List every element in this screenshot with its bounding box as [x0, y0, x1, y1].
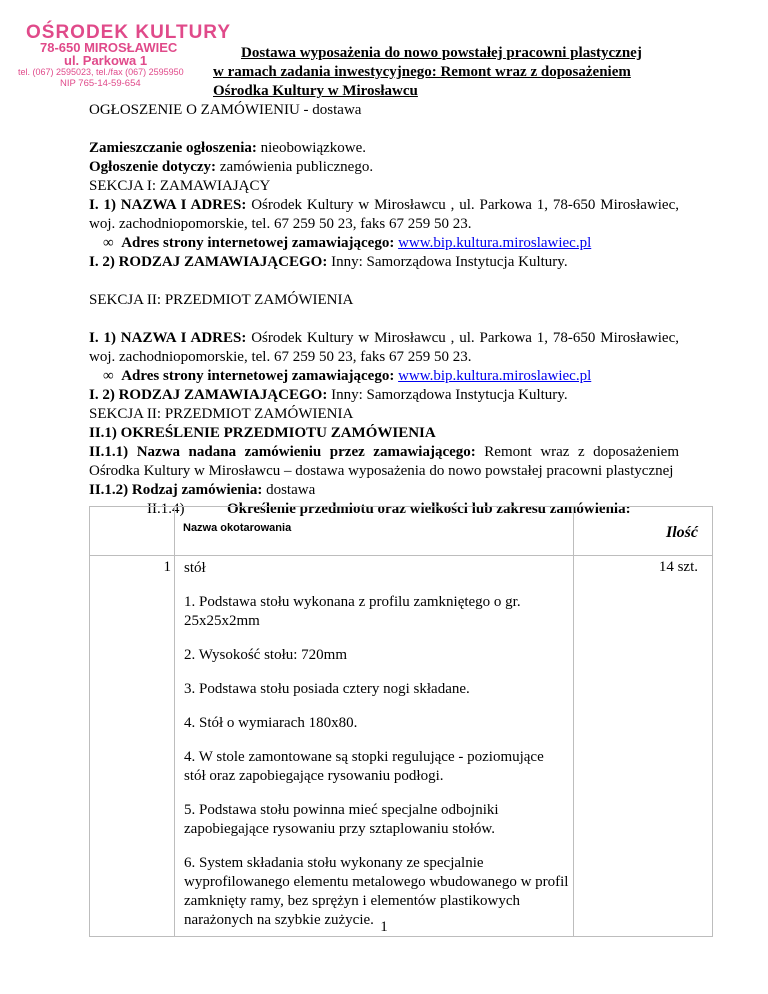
stamp-line-5: NIP 765-14-59-654	[60, 78, 141, 89]
infinity-bullet-icon: ∞	[103, 235, 114, 251]
contracting-authority-name-repeat: I. 1) NAZWA I ADRES: Ośrodek Kultury w Mirosławcu , ul. Parkowa 1, 78-650 Mirosławiec, woj. zachodniopomorskie, tel. 67 259 50 23, faks 67 259 50 23.	[89, 330, 679, 365]
placement-line: Zamieszczanie ogłoszenia: nieobowiązkowe.	[89, 140, 367, 156]
section-ii11: II.1.1) Nazwa nadana zamówieniu przez zamawiającego: Remont wraz z doposażeniem Ośrodka Kultury w Mirosławcu – dostawa wyposażenia do nowo powstałej pracowni plastycznej	[89, 444, 679, 479]
notice-heading: OGŁOSZENIE O ZAMÓWIENIU - dostawa	[89, 102, 362, 118]
spec-line: 3. Podstawa stołu posiada cztery nogi składane.	[184, 681, 470, 697]
items-table	[89, 506, 713, 937]
website-link[interactable]: www.bip.kultura.miroslawiec.pl	[398, 235, 592, 251]
stamp-line-4: tel. (067) 2595023, tel./fax (067) 2595950	[18, 67, 184, 77]
spec-line: 4. W stole zamontowane są stopki regulujące - poziomujące stół oraz zapobiegające rysowaniu podłogi.	[184, 749, 544, 784]
concerns-line: Ogłoszenie dotyczy: zamówienia publicznego.	[89, 159, 374, 175]
title-line-3: Ośrodka Kultury w Mirosławcu	[213, 83, 418, 99]
stamp-line-2: 78-650 MIROSŁAWIEC	[40, 40, 178, 55]
spec-line: 5. Podstawa stołu powinna mieć specjalne odbojniki zapobiegające rysowaniu przy sztaplowaniu stołów.	[184, 802, 499, 837]
spec-line: 6. System składania stołu wykonany ze specjalnie wyprofilowanego elementu metalowego wbudowanego w profil zamknięty ramy, bez sprężyn i elementów plastikowych narażonych na szybkie zużycie.	[184, 855, 569, 928]
section-2-heading: SEKCJA II: PRZEDMIOT ZAMÓWIENIA	[89, 292, 354, 308]
authority-type-line: I. 2) RODZAJ ZAMAWIAJĄCEGO: Inny: Samorządowa Instytucja Kultury.	[89, 254, 568, 270]
stamp-line-1: OŚRODEK KULTURY	[26, 22, 231, 43]
website-link-repeat[interactable]: www.bip.kultura.miroslawiec.pl	[398, 368, 592, 384]
stamp-line-3: ul. Parkowa 1	[64, 53, 148, 68]
item-name: stół	[184, 560, 206, 576]
document-body	[89, 101, 679, 519]
infinity-bullet-icon: ∞	[103, 368, 114, 384]
header-number-cell	[90, 507, 175, 556]
authority-type-line-repeat: I. 2) RODZAJ ZAMAWIAJĄCEGO: Inny: Samorządowa Instytucja Kultury.	[89, 387, 568, 403]
row-description	[175, 556, 574, 937]
spec-line: 1. Podstawa stołu wykonana z profilu zamkniętego o gr. 25x25x2mm	[184, 594, 521, 629]
header-qty-cell: Ilość	[574, 507, 713, 556]
section-2-heading-repeat: SEKCJA II: PRZEDMIOT ZAMÓWIENIA	[89, 406, 354, 422]
spec-line: 2. Wysokość stołu: 720mm	[184, 647, 347, 663]
contracting-authority-name: I. 1) NAZWA I ADRES: Ośrodek Kultury w Mirosławcu , ul. Parkowa 1, 78-650 Mirosławiec, woj. zachodniopomorskie, tel. 67 259 50 23, faks 67 259 50 23.	[89, 197, 679, 232]
section-1-heading: SEKCJA I: ZAMAWIAJĄCY	[89, 178, 271, 194]
website-line-repeat: ∞ Adres strony internetowej zamawiającego: www.bip.kultura.miroslawiec.pl	[103, 368, 592, 384]
website-line: ∞ Adres strony internetowej zamawiającego: www.bip.kultura.miroslawiec.pl	[103, 235, 592, 251]
document-title	[213, 44, 673, 101]
row-quantity: 14 szt.	[574, 556, 713, 937]
title-line-2: w ramach zadania inwestycyjnego: Remont wraz z doposażeniem	[213, 64, 631, 80]
table-header-row	[90, 507, 713, 556]
section-ii14: II.1.4) Określenie przedmiotu oraz wielkości lub zakresu zamówienia:	[147, 501, 631, 517]
spec-line: 4. Stół o wymiarach 180x80.	[184, 715, 358, 731]
title-line-1: Dostawa wyposażenia do nowo powstałej pracowni plastycznej	[241, 45, 642, 61]
section-ii1-heading: II.1) OKREŚLENIE PRZEDMIOTU ZAMÓWIENIA	[89, 425, 436, 441]
header-name-cell: Nazwa okotarowania	[175, 507, 574, 556]
table-row	[90, 556, 713, 937]
section-ii12: II.1.2) Rodzaj zamówienia: dostawa	[89, 482, 316, 498]
page-number: 1	[380, 919, 388, 935]
row-number: 1	[90, 556, 175, 937]
